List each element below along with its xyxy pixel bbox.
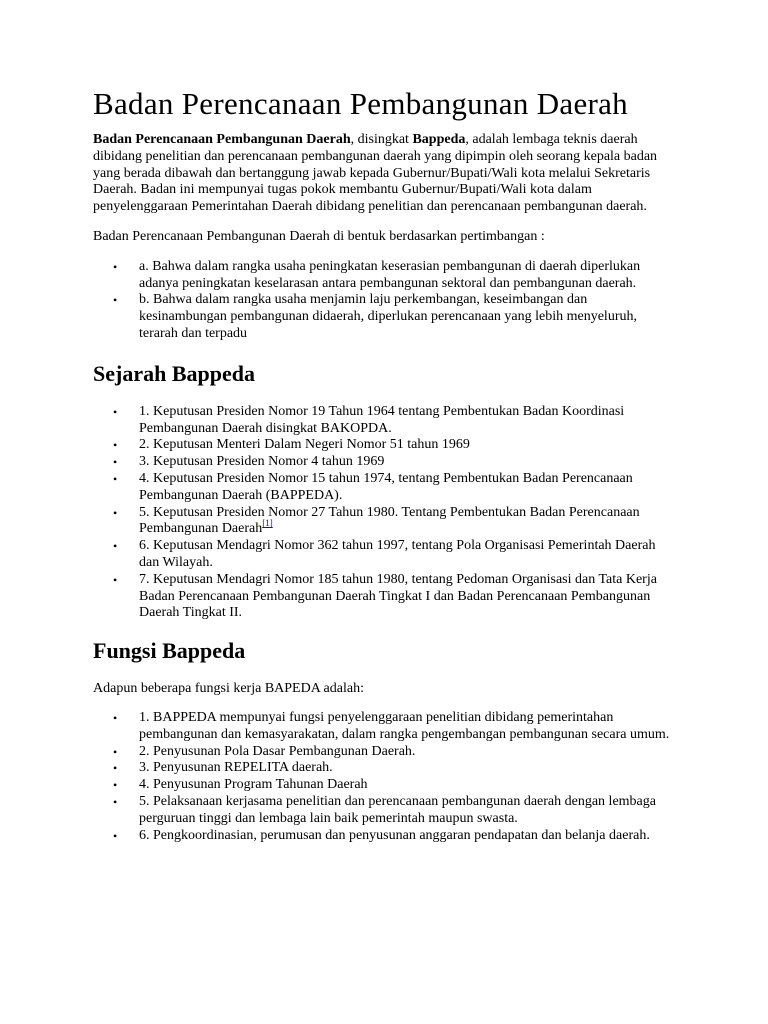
list-item: • 3. Keputusan Presiden Nomor 4 tahun 1969 [139,454,673,471]
intro-text-2: , adalah lembaga teknis daerah dibidang penelitian dan perencanaan pembangunan daerah yang dipimpin oleh seorang kepala badan yang berada dibawah dan bertanggung jawab kepada Gubernur/Bupati/Wali kota melalui Sekretaris Daerah. Badan ini mempunyai tugas pokok membantu Gubernur/Bupati/Wali kota dalam penyelenggaraan Pemerintahan Daerah dibidang penelitian dan perencanaan pembangunan daerah. [93,132,658,215]
basis-list [93,259,673,343]
list-item: • 3. Penyusunan REPELITA daerah. [139,760,673,777]
document-page [93,86,673,844]
list-item: • 1. BAPPEDA mempunyai fungsi penyelenggaraan penelitian dibidang pemerintahan pembangunan dan kemasyarakatan, dalam rangka pengembangan pembangunan secara umum. [139,710,673,744]
footnote-link[interactable]: [1] [262,518,273,529]
list-item: • a. Bahwa dalam rangka usaha peningkatan keserasian pembangunan di daerah diperlukan adanya peningkatan keselarasan antara pembangunan sektoral dan pembangunan daerah. [139,259,673,293]
page-title: Badan Perencanaan Pembangunan Daerah [93,86,628,121]
intro-paragraph [93,132,673,216]
list-item: • 1. Keputusan Presiden Nomor 19 Tahun 1964 tentang Pembentukan Badan Koordinasi Pembangunan Daerah disingkat BAKOPDA. [139,404,673,438]
section-heading-functions: Fungsi Bappeda [93,638,246,664]
list-item: • 2. Penyusunan Pola Dasar Pembangunan Daerah. [139,744,673,761]
list-item: • 4. Penyusunan Program Tahunan Daerah [139,777,673,794]
list-item: • 4. Keputusan Presiden Nomor 15 tahun 1974, tentang Pembentukan Badan Perencanaan Pembangunan Daerah (BAPPEDA). [139,471,673,505]
basis-intro: Badan Perencanaan Pembangunan Daerah di bentuk berdasarkan pertimbangan : [93,228,545,244]
intro-bold-abbr: Bappeda [412,132,466,147]
intro-text-1: , disingkat [350,132,413,147]
list-item: • 6. Pengkoordinasian, perumusan dan penyusunan anggaran pendapatan dan belanja daerah. [139,828,673,845]
list-item: • 7. Keputusan Mendagri Nomor 185 tahun 1980, tentang Pedoman Organisasi dan Tata Kerja Badan Perencanaan Pembangunan Daerah Tingkat I dan Badan Perencanaan Pembangunan Daerah Tingkat II. [139,572,673,622]
functions-intro: Adapun beberapa fungsi kerja BAPEDA adalah: [93,681,364,697]
functions-list [93,710,673,844]
intro-bold-name: Badan Perencanaan Pembangunan Daerah [93,132,351,147]
history-list [93,404,673,622]
list-item-text: 5. Keputusan Presiden Nomor 27 Tahun 1980. Tentang Pembentukan Badan Perencanaan Pembangunan Daerah [139,504,640,537]
list-item: • 6. Keputusan Mendagri Nomor 362 tahun 1997, tentang Pola Organisasi Pemerintah Daerah dan Wilayah. [139,538,673,572]
list-item: • 2. Keputusan Menteri Dalam Negeri Nomor 51 tahun 1969 [139,437,673,454]
list-item: • b. Bahwa dalam rangka usaha menjamin laju perkembangan, keseimbangan dan kesinambungan pembangunan didaerah, diperlukan perencanaan yang lebih menyeluruh, terarah dan terpadu [139,292,673,342]
section-heading-history: Sejarah Bappeda [93,360,255,386]
list-item: • 5. Pelaksanaan kerjasama penelitian dan perencanaan pembangunan daerah dengan lembaga perguruan tinggi dan lembaga lain baik pemerintah maupun swasta. [139,794,673,828]
list-item [139,505,673,539]
